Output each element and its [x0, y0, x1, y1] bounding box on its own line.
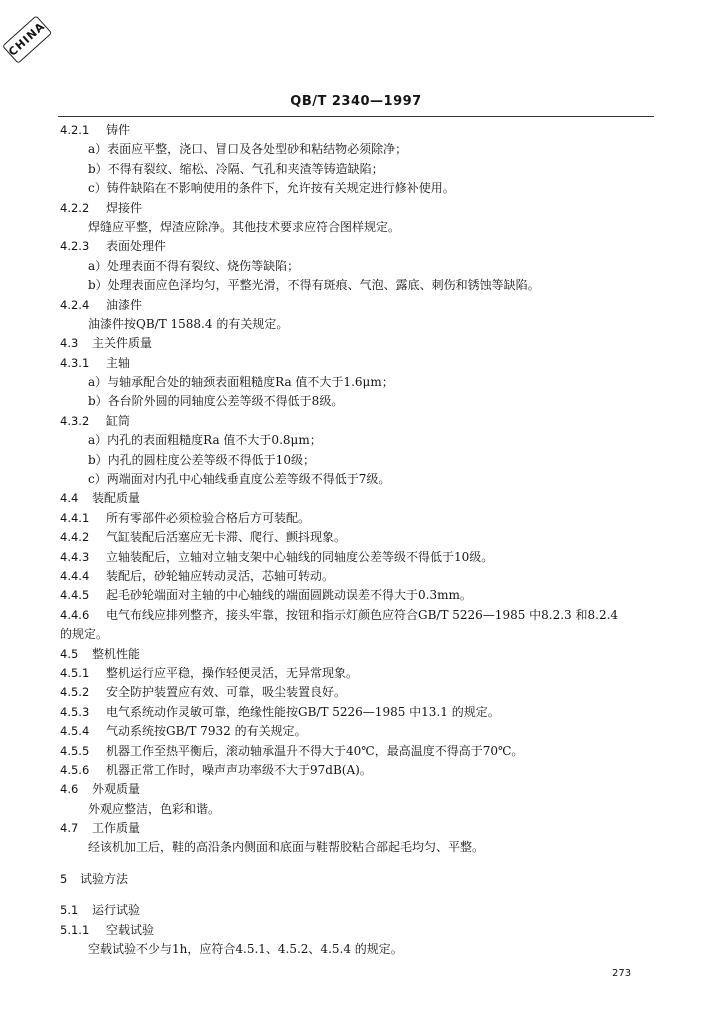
clause-4-5	[60, 645, 652, 664]
text-line	[60, 276, 652, 295]
clause-text: 的规定。	[60, 627, 109, 642]
clause-4-6	[60, 780, 652, 799]
clause-number: 4.5.6	[60, 762, 90, 777]
clause-text: 电气系统动作灵敏可靠，绝缘性能按GB/T 5226—1985 中13.1 的规定。	[106, 704, 500, 719]
text-line	[60, 470, 652, 489]
clause-text: 主关件质量	[92, 336, 153, 351]
header-rule	[58, 116, 654, 117]
clause-text: 工作质量	[92, 821, 141, 836]
clause-4-5-3	[60, 703, 652, 722]
clause-text: 所有零部件必须检验合格后方可装配。	[106, 510, 311, 525]
clause-number: 4.6	[60, 782, 79, 797]
clause-4-4-1	[60, 509, 652, 528]
clause-4-4-5	[60, 586, 652, 605]
clause-number: 4.7	[60, 821, 79, 836]
clause-text: a）内孔的表面粗糙度Ra 值不大于0.8μm；	[88, 433, 322, 448]
clause-number: 4.4.5	[60, 588, 90, 603]
text-line	[60, 160, 652, 179]
clause-text: 整机运行应平稳，操作轻便灵活，无异常现象。	[106, 665, 359, 680]
text-line	[60, 257, 652, 276]
clause-text: 立轴装配后，立轴对立轴支架中心轴线的同轴度公差等级不得低于10级。	[106, 549, 494, 564]
clause-text: 焊接件	[106, 200, 143, 215]
document-body	[60, 121, 652, 959]
clause-text: 空载试验不少与1h，应符合4.5.1、4.5.2、4.5.4 的规定。	[88, 942, 403, 957]
clause-4-4-6	[60, 606, 652, 625]
clause-4-4-3	[60, 548, 652, 567]
clause-number: 4.5.1	[60, 665, 90, 680]
clause-number: 5.1	[60, 903, 79, 918]
clause-4-2-1	[60, 121, 652, 140]
text-line	[60, 373, 652, 392]
clause-4-4-2	[60, 528, 652, 547]
clause-text: 外观质量	[92, 782, 141, 797]
clause-text: 铸件	[106, 123, 131, 137]
clause-text: 安全防护装置应有效、可靠，吸尘装置良好。	[106, 685, 347, 700]
clause-4-3	[60, 334, 652, 353]
clause-number: 4.3.1	[60, 355, 90, 370]
clause-4-5-5	[60, 742, 652, 761]
clause-number: 4.4.3	[60, 549, 90, 564]
clause-text: 气缸装配后活塞应无卡滞、爬行、颤抖现象。	[106, 530, 347, 545]
clause-text: 主轴	[106, 355, 131, 370]
clause-number: 4.4.1	[60, 510, 90, 525]
china-stamp: CHINA	[2, 15, 52, 64]
clause-text: c）铸件缺陷在不影响使用的条件下，允许按有关规定进行修补使用。	[88, 181, 455, 196]
clause-number: 4.2.3	[60, 239, 90, 254]
clause-text: 油漆件按QB/T 1588.4 的有关规定。	[88, 316, 289, 331]
clause-4-5-6	[60, 761, 652, 780]
clause-text: 电气布线应排列整齐，接头牢靠，按钮和指示灯颜色应符合GB/T 5226—1985 中8.2.3 和8.2.4	[106, 607, 619, 622]
clause-number: 4.4.2	[60, 530, 90, 545]
clause-number: 5.1.1	[60, 922, 90, 937]
clause-number: 4.5.3	[60, 704, 90, 719]
clause-number: 4.2.2	[60, 200, 90, 215]
text-line	[60, 800, 652, 819]
clause-5-1	[60, 901, 652, 920]
clause-4-5-4	[60, 722, 652, 741]
clause-number: 5	[60, 871, 68, 886]
clause-text: 机器工作至热平衡后，滚动轴承温升不得大于40℃，最高温度不得高于70℃。	[106, 743, 524, 758]
text-line	[60, 451, 652, 470]
clause-text: a）处理表面不得有裂纹、烧伤等缺陷；	[88, 258, 300, 273]
clause-text: 空载试验	[106, 922, 155, 937]
clause-text: 气动系统按GB/T 7932 的有关规定。	[106, 724, 307, 739]
clause-text: a）表面应平整，浇口、冒口及各处型砂和粘结物必须除净；	[88, 142, 408, 157]
clause-number: 4.4	[60, 491, 79, 506]
clause-text: b）各台阶外圆的同轴度公差等级不得低于8级。	[88, 394, 344, 409]
clause-4-5-2	[60, 683, 652, 702]
clause-4-3-2	[60, 412, 652, 431]
clause-number: 4.4.4	[60, 568, 90, 583]
text-line	[60, 140, 652, 159]
clause-5-1-1	[60, 921, 652, 940]
clause-text: 焊缝应平整，焊渣应除净。其他技术要求应符合图样规定。	[88, 219, 401, 234]
clause-text: 装配质量	[92, 491, 141, 506]
standard-header: QB/T 2340—1997	[290, 94, 422, 109]
clause-text: 试验方法	[80, 871, 129, 886]
clause-text: b）不得有裂纹、缩松、冷隔、气孔和夹渣等铸造缺陷；	[88, 161, 384, 176]
clause-text: 装配后，砂轮轴应转动灵活，芯轴可转动。	[106, 568, 335, 583]
clause-number: 4.3.2	[60, 413, 90, 428]
clause-text: 起毛砂轮端面对主轴的中心轴线的端面圆跳动误差不得大于0.3mm。	[106, 588, 472, 603]
clause-text: b）内孔的圆柱度公差等级不得低于10级；	[88, 452, 315, 467]
clause-number: 4.2.1	[60, 123, 90, 137]
clause-number: 4.5.5	[60, 743, 90, 758]
blank-line	[60, 858, 652, 870]
page-number: 273	[612, 968, 632, 979]
text-line	[60, 315, 652, 334]
text-line	[60, 431, 652, 450]
blank-line	[60, 889, 652, 901]
text-line	[60, 625, 652, 644]
clause-4-4-4	[60, 567, 652, 586]
text-line	[60, 392, 652, 411]
clause-4-5-1	[60, 664, 652, 683]
clause-number: 4.5	[60, 646, 79, 661]
clause-number: 4.3	[60, 336, 79, 351]
clause-text: 经该机加工后，鞋的高沿条内侧面和底面与鞋帮胶粘合部起毛均匀、平整。	[88, 840, 485, 855]
clause-4-2-2	[60, 199, 652, 218]
clause-text: b）处理表面应色泽均匀，平整光滑，不得有斑痕、气泡、露底、刺伤和锈蚀等缺陷。	[88, 278, 540, 293]
text-line	[60, 218, 652, 237]
clause-text: 机器正常工作时，噪声声功率级不大于97dB(A)。	[106, 762, 372, 777]
clause-4-3-1	[60, 354, 652, 373]
text-line	[60, 940, 652, 959]
clause-text: 整机性能	[92, 646, 141, 661]
clause-4-2-3	[60, 237, 652, 256]
clause-text: 外观应整洁，色彩和谐。	[88, 801, 221, 816]
clause-number: 4.2.4	[60, 297, 90, 312]
clause-number: 4.4.6	[60, 607, 90, 622]
clause-number: 4.5.4	[60, 724, 90, 739]
text-line	[60, 838, 652, 857]
clause-4-4	[60, 489, 652, 508]
clause-text: 运行试验	[92, 903, 141, 918]
clause-5	[60, 870, 652, 889]
clause-4-7	[60, 819, 652, 838]
clause-text: c）两端面对内孔中心轴线垂直度公差等级不得低于7级。	[88, 472, 391, 487]
clause-number: 4.5.2	[60, 685, 90, 700]
clause-text: a）与轴承配合处的轴颈表面粗糙度Ra 值不大于1.6μm；	[88, 375, 394, 390]
clause-text: 缸筒	[106, 413, 131, 428]
clause-4-2-4	[60, 296, 652, 315]
text-line	[60, 179, 652, 198]
clause-text: 油漆件	[106, 297, 143, 312]
clause-text: 表面处理件	[106, 239, 167, 254]
